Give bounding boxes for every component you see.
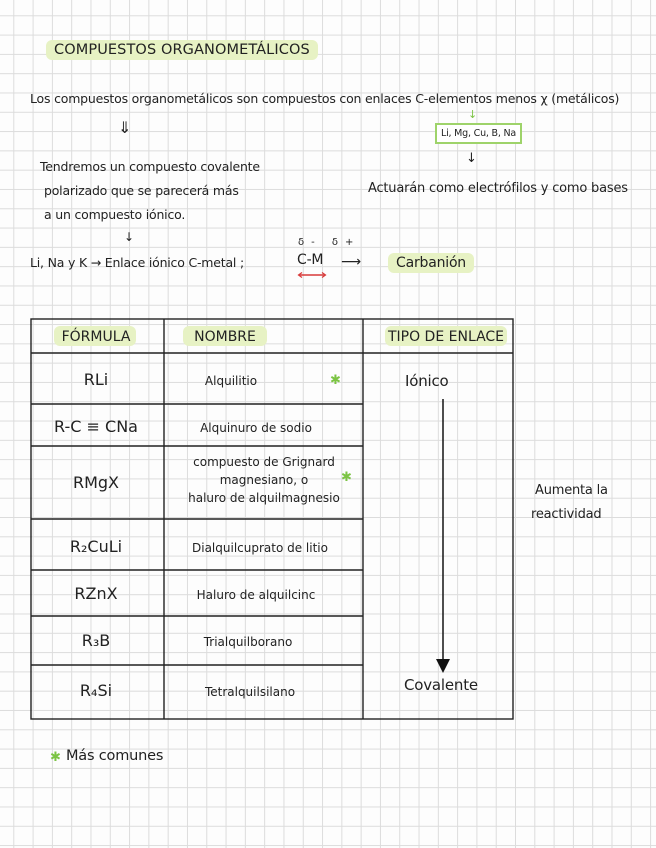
nombre-haluro-cinc: Haluro de alquilcinc [196, 588, 316, 602]
green-down-arrow-icon: ↓ [468, 108, 478, 121]
star-icon: ✱ [50, 750, 61, 765]
side-note-line2: reactividad [531, 507, 602, 522]
nombre-dialquilcuprato: Dialquilcuprato de litio [192, 541, 328, 555]
legend-text: Más comunes [66, 748, 164, 764]
intro-text: Los compuestos organometálicos son compuestos con enlaces C-elementos menos χ (metálicos) [30, 91, 620, 106]
formula-rli: RLi [83, 370, 109, 389]
small-down-arrow-icon: ↓ [124, 230, 134, 244]
nombre-grignard-1: compuesto de Grignard [193, 455, 335, 469]
star-icon: ✱ [330, 373, 341, 388]
covalent-note-line3: a un compuesto iónico. [44, 207, 186, 222]
partial-charges: δ- δ+ [298, 237, 361, 248]
page-title: COMPUESTOS ORGANOMETÁLICOS [46, 40, 318, 60]
formula-rmgx: RMgX [72, 473, 120, 492]
formula-r4si: R₄Si [79, 681, 113, 700]
down-arrow-icon [432, 397, 454, 675]
header-nombre: NOMBRE [194, 329, 256, 345]
tipo-covalente: Covalente [404, 676, 478, 694]
side-note-line1: Aumenta la [535, 483, 608, 498]
acting-note: Actuarán como electrófilos y como bases [368, 181, 628, 196]
down-arrow-icon: ↓ [466, 151, 477, 166]
right-arrow-icon: ⟶ [341, 254, 361, 270]
covalent-note-line2: polarizado que se parecerá más [44, 183, 239, 198]
covalent-note-line1: Tendremos un compuesto covalente [40, 159, 260, 174]
header-tipo: TIPO DE ENLACE [387, 329, 505, 345]
nombre-grignard-2: magnesiano, o [219, 473, 309, 487]
nombre-trialquilborano: Trialquilborano [203, 635, 293, 649]
double-arrow-icon: ⇓ [118, 118, 132, 137]
nombre-alquilitio: Alquilitio [204, 374, 258, 388]
nombre-alquinuro: Alquinuro de sodio [200, 421, 312, 435]
nombre-tetralquilsilano: Tetralquilsilano [204, 685, 296, 699]
formula-rznx: RZnX [74, 584, 118, 603]
ionic-line: Li, Na y K → Enlace iónico C-metal ; [30, 255, 244, 270]
formula-alquinuro: R-C ≡ CNa [54, 417, 138, 436]
cm-bond: C-M [297, 252, 324, 268]
tipo-ionico: Iónico [405, 372, 449, 390]
red-double-arrow-icon [297, 272, 327, 278]
carbanion-label: Carbanión [388, 253, 474, 273]
star-icon: ✱ [341, 470, 352, 485]
formula-r2culi: R₂CuLi [69, 537, 123, 556]
header-formula: FÓRMULA [61, 329, 131, 345]
nombre-grignard-3: haluro de alquilmagnesio [188, 491, 340, 505]
metals-box: Li, Mg, Cu, B, Na [435, 123, 522, 144]
formula-r3b: R₃B [81, 631, 111, 650]
